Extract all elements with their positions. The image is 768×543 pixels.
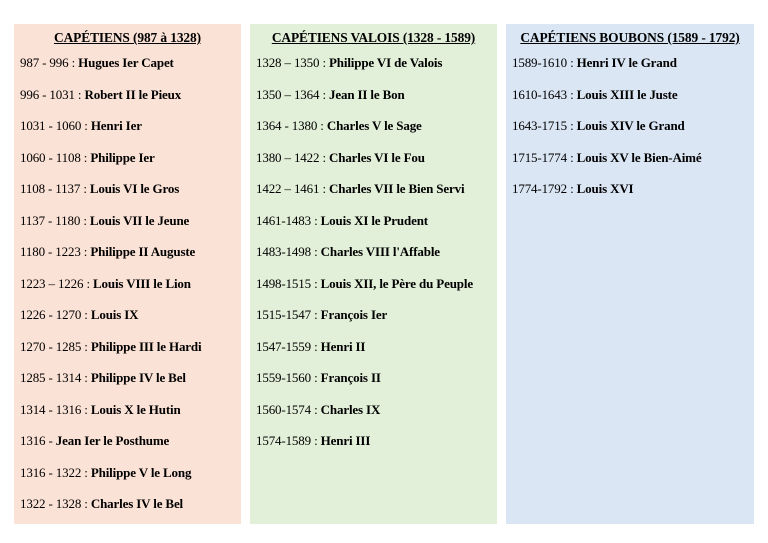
king-name: Louis XVI (576, 181, 634, 196)
reign-years: 1223 – 1226 : (20, 275, 94, 291)
king-name: Charles IV le Bel (90, 496, 184, 511)
list-item (256, 242, 491, 274)
list-item (512, 179, 748, 211)
reign-years: 1643-1715 : (512, 118, 577, 133)
king-name: Louis XIII le Juste (576, 86, 678, 102)
list-item (20, 400, 235, 432)
king-name: Charles IX (320, 401, 381, 417)
list-item (20, 85, 235, 117)
reign-years: 1270 - 1285 : (20, 338, 91, 354)
list-item (256, 179, 491, 211)
king-name: Louis VI le Gros (89, 181, 180, 196)
king-name: Charles VIII l'Affable (320, 244, 440, 259)
list-item (20, 53, 235, 85)
king-name: Charles VII le Bien Servi (329, 181, 465, 196)
reign-years: 1364 - 1380 : (256, 118, 327, 133)
reign-years: 1322 - 1328 : (20, 496, 91, 511)
list-item (256, 211, 491, 243)
king-name: Philippe Ier (90, 149, 155, 165)
reign-years: 1774-1792 : (512, 181, 577, 196)
list-item (512, 148, 748, 180)
king-list (512, 53, 748, 211)
king-name: Louis XIV le Grand (576, 118, 685, 133)
king-name: François Ier (320, 307, 388, 322)
king-name: Philippe III le Hardi (90, 338, 202, 354)
column-title: CAPÉTIENS VALOIS (1328 - 1589) (271, 30, 476, 45)
reign-years: 1350 – 1364 : (256, 86, 330, 102)
column-valois (250, 24, 497, 524)
list-item (256, 116, 491, 148)
reign-years: 1137 - 1180 : (20, 212, 90, 228)
king-name: Henri Ier (90, 118, 142, 133)
list-item (20, 305, 235, 337)
reign-years: 1328 – 1350 : (256, 55, 330, 70)
king-name: Louis XII, le Père du Peuple (320, 275, 473, 291)
list-item (256, 148, 491, 180)
reign-years: 1226 - 1270 : (20, 307, 91, 322)
list-item (256, 337, 491, 369)
reign-years: 1380 – 1422 : (256, 149, 330, 165)
king-name: Charles VI le Fou (329, 149, 425, 165)
reign-years: 1422 – 1461 : (256, 181, 330, 196)
reign-years: 1498-1515 : (256, 275, 321, 291)
king-name: Louis VIII le Lion (93, 275, 191, 291)
list-item (256, 305, 491, 337)
list-item (256, 431, 491, 463)
reign-years: 1180 - 1223 : (20, 244, 91, 259)
reign-years: 987 - 996 : (20, 55, 79, 70)
reign-years: 1031 - 1060 : (20, 118, 91, 133)
list-item (20, 431, 235, 463)
king-name: Philippe V le Long (90, 464, 192, 480)
king-name: Philippe IV le Bel (90, 370, 186, 385)
reign-years: 1589-1610 : (512, 55, 577, 70)
king-name: Jean II le Bon (329, 86, 405, 102)
king-name: Robert II le Pieux (84, 86, 182, 102)
king-name: Philippe VI de Valois (329, 55, 443, 70)
reign-years: 1515-1547 : (256, 307, 321, 322)
list-item (512, 85, 748, 117)
reign-years: 1316 - 1322 : (20, 464, 91, 480)
king-name: Jean Ier le Posthume (55, 433, 170, 448)
king-name: Louis X le Hutin (90, 401, 181, 417)
reign-years: 1060 - 1108 : (20, 149, 91, 165)
reign-years: 1108 - 1137 : (20, 181, 90, 196)
king-name: Louis XI le Prudent (320, 212, 428, 228)
reign-years: 1574-1589 : (256, 433, 321, 448)
king-name: François II (320, 370, 381, 385)
list-item (20, 211, 235, 243)
column-capetiens (14, 24, 241, 524)
list-item (20, 242, 235, 274)
reign-years: 1314 - 1316 : (20, 401, 91, 417)
reign-years: 1285 - 1314 : (20, 370, 91, 385)
column-title: CAPÉTIENS (987 à 1328) (54, 30, 201, 45)
king-list (256, 53, 491, 463)
list-item (20, 179, 235, 211)
list-item (512, 53, 748, 85)
king-list (20, 53, 235, 526)
list-item (256, 53, 491, 85)
column-bourbons (506, 24, 754, 524)
reign-years: 1610-1643 : (512, 86, 577, 102)
column-title: CAPÉTIENS BOUBONS (1589 - 1792) (520, 30, 740, 45)
reign-years: 1560-1574 : (256, 401, 321, 417)
reign-years: 1559-1560 : (256, 370, 321, 385)
king-name: Hugues Ier Capet (78, 55, 174, 70)
list-item (20, 368, 235, 400)
list-item (256, 85, 491, 117)
list-item (256, 274, 491, 306)
list-item (20, 148, 235, 180)
list-item (256, 400, 491, 432)
reign-years: 1715-1774 : (512, 149, 577, 165)
king-name: Charles V le Sage (326, 118, 422, 133)
reign-years: 996 - 1031 : (20, 86, 85, 102)
list-item (20, 274, 235, 306)
king-name: Philippe II Auguste (90, 244, 196, 259)
list-item (20, 463, 235, 495)
king-name: Henri III (320, 433, 371, 448)
reign-years: 1483-1498 : (256, 244, 321, 259)
reign-years: 1316 - (20, 433, 56, 448)
list-item (256, 368, 491, 400)
king-name: Henri IV le Grand (576, 55, 677, 70)
reign-years: 1547-1559 : (256, 338, 321, 354)
list-item (20, 494, 235, 526)
king-name: Louis XV le Bien-Aimé (576, 149, 702, 165)
king-name: Henri II (320, 338, 366, 354)
king-name: Louis VII le Jeune (89, 212, 190, 228)
list-item (20, 116, 235, 148)
list-item (512, 116, 748, 148)
list-item (20, 337, 235, 369)
reign-years: 1461-1483 : (256, 212, 321, 228)
king-name: Louis IX (90, 307, 139, 322)
